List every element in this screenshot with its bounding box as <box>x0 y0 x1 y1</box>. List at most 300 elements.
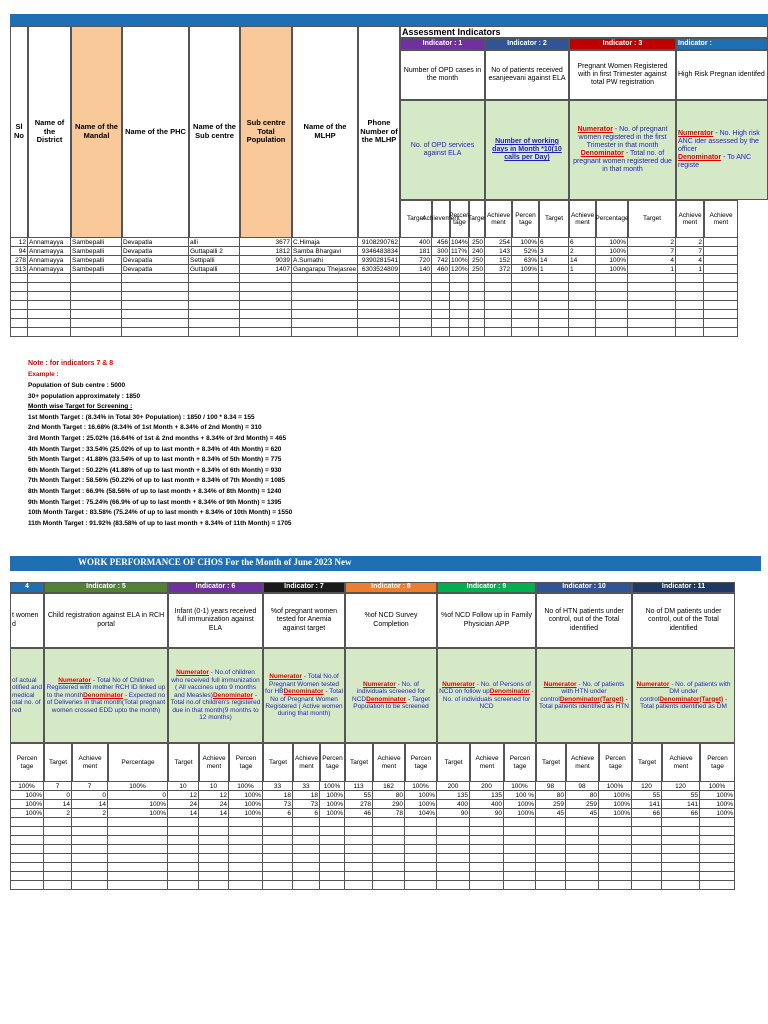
bottom-empty-cell <box>405 845 437 854</box>
bottom-empty-cell <box>229 863 263 872</box>
top-empty-cell <box>539 283 569 292</box>
top-empty-cell <box>28 274 71 283</box>
subheader-target: Target <box>539 200 569 238</box>
bottom-subheader-target: Target <box>632 743 662 782</box>
top-empty-cell <box>189 310 240 319</box>
bottom-empty-cell <box>44 836 72 845</box>
top-row-2-cell: 63% <box>512 256 539 265</box>
bottom-empty-cell <box>320 836 345 845</box>
top-empty-cell <box>358 319 400 328</box>
note-line: 10th Month Target : 83.58% (75.24% of up to last month + 8.34% of 10th Month) = 1550 <box>28 509 293 517</box>
top-empty-cell <box>432 319 450 328</box>
top-empty-cell <box>122 283 189 292</box>
top-empty-cell <box>450 274 469 283</box>
top-empty-cell <box>189 328 240 337</box>
bottom-subheader-perc_short: Percen tage <box>10 743 44 782</box>
top-row-1-cell: Devapatla <box>122 247 189 256</box>
bottom-empty-cell <box>10 854 44 863</box>
bottom-empty-cell <box>566 872 599 881</box>
bottom-row-0-cell: 100% <box>108 782 168 791</box>
top-empty-cell <box>469 328 485 337</box>
bottom-empty-cell <box>566 881 599 890</box>
formula-num-text: - Total No of Children Registered with mother RCH ID linked up to the month <box>46 676 166 699</box>
top-empty-cell <box>400 301 432 310</box>
top-empty-cell <box>704 265 738 274</box>
col-population: Sub centre Total Population <box>240 26 292 238</box>
top-row-0-cell: 254 <box>485 238 512 247</box>
top-empty-cell <box>704 274 738 283</box>
bottom-empty-cell <box>229 818 263 827</box>
subheader-target: Target <box>628 200 676 238</box>
top-empty-cell <box>432 310 450 319</box>
bottom-subheader-achieve_split: Achieve ment <box>293 743 320 782</box>
top-empty-cell <box>240 274 292 283</box>
bottom-row-2-cell: 100% <box>504 800 536 809</box>
top-row-3-cell: Sambepalli <box>71 265 122 274</box>
bottom-empty-cell <box>437 827 470 836</box>
bottom-empty-cell <box>632 854 662 863</box>
bottom-row-2-cell: 73 <box>263 800 293 809</box>
bottom-empty-cell <box>10 872 44 881</box>
bottom-empty-cell <box>632 863 662 872</box>
indicator-3-numerator-text: - No. of pregnant women registered in the first Trimester in that month <box>578 125 668 149</box>
bottom-row-2-cell: 14 <box>44 800 72 809</box>
top-row-3-cell: 372 <box>485 265 512 274</box>
top-empty-cell <box>450 310 469 319</box>
top-empty-cell <box>704 328 738 337</box>
bottom-row-0-cell: 100% <box>599 782 632 791</box>
top-empty-cell <box>676 292 704 301</box>
top-left-border <box>10 238 11 337</box>
top-empty-cell <box>485 274 512 283</box>
top-row-1-cell: 3 <box>539 247 569 256</box>
top-row-2-cell: A.Sumathi <box>292 256 358 265</box>
bottom-row-3-cell: 45 <box>566 809 599 818</box>
bottom-empty-cell <box>44 818 72 827</box>
top-empty-cell <box>704 283 738 292</box>
bottom-row-1-cell: 18 <box>263 791 293 800</box>
top-row-3-cell: Devapatla <box>122 265 189 274</box>
bottom-row-3-cell: 46 <box>345 809 373 818</box>
bottom-empty-cell <box>632 818 662 827</box>
formula-den-text: - Target Population to be screened <box>353 695 430 710</box>
top-empty-cell <box>596 283 628 292</box>
indicator-1-label: Indicator : 1 <box>400 38 485 50</box>
bottom-row-1-cell: 55 <box>345 791 373 800</box>
bottom-row-0-cell: 200 <box>437 782 470 791</box>
top-empty-cell <box>539 328 569 337</box>
bottom-empty-cell <box>320 854 345 863</box>
bottom-empty-cell <box>373 845 405 854</box>
bottom-row-0-cell: 100% <box>700 782 735 791</box>
bottom-empty-cell <box>229 845 263 854</box>
bottom-row-2-cell: 24 <box>199 800 229 809</box>
bottom-empty-cell <box>72 863 108 872</box>
bottom-empty-cell <box>293 827 320 836</box>
top-row-0-cell: 3677 <box>240 238 292 247</box>
bottom-row-0-cell: 98 <box>566 782 599 791</box>
top-empty-cell <box>292 319 358 328</box>
top-row-1-cell: Annamayya <box>28 247 71 256</box>
bottom-row-3-cell: 104% <box>405 809 437 818</box>
bottom-empty-cell <box>700 818 735 827</box>
bottom-indicator-label: Indicator : 6 <box>168 582 263 593</box>
bottom-empty-cell <box>599 827 632 836</box>
bottom-empty-cell <box>293 863 320 872</box>
bottom-indicator-desc: No of HTN patients under control, out of the Total identified <box>536 593 632 648</box>
top-row-3-cell: Guttapalli <box>189 265 240 274</box>
bottom-empty-cell <box>108 827 168 836</box>
top-empty-cell <box>704 238 738 247</box>
bottom-subheader-perc_short: Percen tage <box>700 743 735 782</box>
top-row-1-cell: 1812 <box>240 247 292 256</box>
top-row-3-cell: 140 <box>400 265 432 274</box>
bottom-empty-cell <box>168 881 199 890</box>
top-empty-cell <box>71 301 122 310</box>
top-empty-cell <box>10 319 28 328</box>
bottom-row-2-cell: 100% <box>320 800 345 809</box>
bottom-row-0-cell: 120 <box>662 782 700 791</box>
bottom-empty-cell <box>373 854 405 863</box>
bottom-empty-cell <box>373 818 405 827</box>
bottom-row-1-cell: 135 <box>470 791 504 800</box>
bottom-empty-cell <box>662 881 700 890</box>
top-empty-cell <box>569 328 596 337</box>
bottom-row-0-cell: 120 <box>632 782 662 791</box>
bottom-empty-cell <box>345 854 373 863</box>
col-phone: Phone Number of the MLHP <box>358 26 400 238</box>
top-row-2-cell: 9390281541 <box>358 256 400 265</box>
top-empty-cell <box>596 319 628 328</box>
top-empty-cell <box>450 328 469 337</box>
top-row-2-cell: 278 <box>10 256 28 265</box>
top-empty-cell <box>485 328 512 337</box>
bottom-indicator-desc: %of pregnant women tested for Anemia against target <box>263 593 345 648</box>
bottom-row-3-cell: 14 <box>168 809 199 818</box>
note-line: 30+ population approximately : 1850 <box>28 392 141 400</box>
top-row-2-cell: 720 <box>400 256 432 265</box>
bottom-empty-cell <box>536 881 566 890</box>
bottom-empty-cell <box>437 845 470 854</box>
top-empty-cell <box>292 328 358 337</box>
note-line: 4th Month Target : 33.54% (25.02% of up to last month + 8.34% of 4th Month) = 620 <box>28 445 282 453</box>
top-row-2-cell: 742 <box>432 256 450 265</box>
indicator-4-denominator-text: - To ANC registe <box>678 154 751 170</box>
top-row-0-cell: C.Himaja <box>292 238 358 247</box>
top-empty-cell <box>10 283 28 292</box>
bottom-indicator-formula <box>437 648 536 743</box>
top-row-0-cell: 2 <box>676 238 704 247</box>
bottom-empty-cell <box>599 863 632 872</box>
bottom-subheader-achieve_split: Achieve ment <box>199 743 229 782</box>
bottom-empty-cell <box>536 836 566 845</box>
formula-text <box>347 681 435 711</box>
top-empty-cell <box>358 301 400 310</box>
bottom-row-3-cell: 45 <box>536 809 566 818</box>
top-empty-cell <box>10 292 28 301</box>
bottom-empty-cell <box>536 854 566 863</box>
bottom-indicator-formula <box>263 648 345 743</box>
bottom-row-0-cell: 162 <box>373 782 405 791</box>
bottom-subheader-perc_short: Percen tage <box>229 743 263 782</box>
bottom-row-3-cell: 90 <box>437 809 470 818</box>
bottom-subheader-percentage: Percentage <box>108 743 168 782</box>
bottom-empty-cell <box>345 872 373 881</box>
bottom-empty-cell <box>536 872 566 881</box>
bottom-subheader-perc_short: Percen tage <box>405 743 437 782</box>
bottom-empty-cell <box>373 863 405 872</box>
bottom-empty-cell <box>263 827 293 836</box>
bottom-row-0-cell: 33 <box>263 782 293 791</box>
bottom-subheader-target: Target <box>536 743 566 782</box>
top-empty-cell <box>628 283 676 292</box>
bottom-subheader-perc_short: Percen tage <box>504 743 536 782</box>
top-row-1-cell: 181 <box>400 247 432 256</box>
top-empty-cell <box>512 328 539 337</box>
formula-num-text: - No. of Persons of NCD on follow up <box>439 680 531 696</box>
bottom-empty-cell <box>44 881 72 890</box>
bottom-empty-cell <box>405 827 437 836</box>
bottom-left-border <box>10 782 11 890</box>
top-row-2-cell: Sambepalli <box>71 256 122 265</box>
bottom-row-2-cell: 278 <box>345 800 373 809</box>
bottom-empty-cell <box>108 872 168 881</box>
bottom-empty-cell <box>437 818 470 827</box>
bottom-empty-cell <box>470 845 504 854</box>
bottom-empty-cell <box>536 863 566 872</box>
bottom-empty-cell <box>10 863 44 872</box>
formula-text <box>634 681 733 711</box>
formula-den-label: Denominator <box>366 695 407 703</box>
top-empty-cell <box>450 283 469 292</box>
bottom-empty-cell <box>108 881 168 890</box>
bottom-empty-cell <box>199 881 229 890</box>
bottom-empty-cell <box>437 872 470 881</box>
bottom-subheader-perc_short: Percen tage <box>320 743 345 782</box>
top-empty-cell <box>512 292 539 301</box>
bottom-empty-cell <box>108 836 168 845</box>
bottom-empty-cell <box>437 863 470 872</box>
bottom-row-0-cell: 100% <box>10 782 44 791</box>
bottom-empty-cell <box>470 863 504 872</box>
bottom-empty-cell <box>108 854 168 863</box>
top-row-1-cell: Samba Bhargavi <box>292 247 358 256</box>
formula-num-label: Numerator <box>363 680 396 688</box>
bottom-empty-cell <box>504 818 536 827</box>
bottom-empty-cell <box>320 872 345 881</box>
formula-num-label: Numerator <box>543 680 577 688</box>
indicator-4-denominator-label: Denominator <box>678 154 722 162</box>
top-empty-cell <box>628 328 676 337</box>
top-empty-cell <box>400 292 432 301</box>
bottom-row-1-cell: 0 <box>44 791 72 800</box>
top-row-3-cell: 313 <box>10 265 28 274</box>
formula-num-label: Numerator <box>636 680 670 688</box>
bottom-empty-cell <box>108 845 168 854</box>
bottom-empty-cell <box>662 827 700 836</box>
bottom-indicator-formula: of actual otified and medical otal no. of red <box>10 648 44 743</box>
bottom-subheader-target: Target <box>44 743 72 782</box>
bottom-row-2-cell: 100% <box>10 800 44 809</box>
top-row-3-cell: 250 <box>469 265 485 274</box>
bottom-empty-cell <box>437 881 470 890</box>
top-empty-cell <box>10 301 28 310</box>
bottom-row-3-cell: 2 <box>72 809 108 818</box>
bottom-row-1-cell: 100% <box>599 791 632 800</box>
top-empty-cell <box>628 274 676 283</box>
note-line: 8th Month Target : 66.9% (58.56% of up to last month + 8.34% of 8th Month) = 1240 <box>28 488 282 495</box>
bottom-empty-cell <box>345 881 373 890</box>
top-empty-cell <box>28 283 71 292</box>
top-empty-cell <box>122 310 189 319</box>
bottom-empty-cell <box>632 836 662 845</box>
bottom-empty-cell <box>662 818 700 827</box>
indicator-2-label: Indicator : 2 <box>485 38 569 50</box>
top-row-3-cell: Gangarapu Thejasree <box>293 266 357 273</box>
bottom-empty-cell <box>345 836 373 845</box>
subheader-achieve_split: Achieve ment <box>704 200 738 238</box>
bottom-empty-cell <box>373 872 405 881</box>
top-row-1-cell: 94 <box>10 247 28 256</box>
top-row-3-cell: 100% <box>596 265 628 274</box>
bottom-empty-cell <box>199 845 229 854</box>
formula-den-label: Denominator(Target) <box>559 695 624 703</box>
top-empty-cell <box>539 292 569 301</box>
top-empty-cell <box>71 292 122 301</box>
col-subcentre: Name of the Sub centre <box>189 26 240 238</box>
bottom-empty-cell <box>700 881 735 890</box>
bottom-indicator-formula <box>168 648 263 743</box>
top-row-0-cell: 12 <box>10 238 28 247</box>
note-example: Example : <box>28 371 59 378</box>
bottom-empty-cell <box>700 863 735 872</box>
bottom-subheader-achieve_split: Achieve ment <box>662 743 700 782</box>
bottom-empty-cell <box>72 827 108 836</box>
indicator-4-numerator-label: Numerator <box>678 129 714 137</box>
top-empty-cell <box>122 292 189 301</box>
bottom-subheader-perc_short: Percen tage <box>599 743 632 782</box>
bottom-row-3-cell: 100% <box>599 809 632 818</box>
bottom-row-2-cell: 100% <box>229 800 263 809</box>
top-row-2-cell: 152 <box>485 256 512 265</box>
bottom-empty-cell <box>405 872 437 881</box>
top-empty-cell <box>189 292 240 301</box>
bottom-subheader-target: Target <box>168 743 199 782</box>
bottom-empty-cell <box>345 863 373 872</box>
bottom-row-3-cell: 90 <box>470 809 504 818</box>
top-empty-cell <box>122 301 189 310</box>
bottom-row-2-cell: 100% <box>405 800 437 809</box>
bottom-subheader-achieve_split: Achieve ment <box>470 743 504 782</box>
bottom-indicator-label: Indicator : 7 <box>263 582 345 593</box>
formula-den-label: Denominator <box>283 688 324 696</box>
top-empty-cell <box>71 328 122 337</box>
top-empty-cell <box>596 310 628 319</box>
top-row-2-cell: Settipalli <box>189 256 240 265</box>
top-empty-cell <box>512 283 539 292</box>
bottom-row-3-cell: 78 <box>373 809 405 818</box>
note-line: 9th Month Target : 75.24% (66.9% of up to last month + 8.34% of 9th Month) = 1395 <box>28 498 282 506</box>
top-empty-cell <box>432 301 450 310</box>
bottom-empty-cell <box>44 854 72 863</box>
top-empty-cell <box>240 319 292 328</box>
bottom-empty-cell <box>405 863 437 872</box>
bottom-empty-cell <box>662 854 700 863</box>
bottom-empty-cell <box>662 872 700 881</box>
indicator-3-denominator-text: - Total no. of pregnant women registered due in that month <box>573 150 672 174</box>
bottom-row-0-cell: 200 <box>470 782 504 791</box>
top-row-1-cell: Sambepalli <box>71 247 122 256</box>
bottom-row-0-cell: 100% <box>320 782 345 791</box>
top-row-3-cell: 109% <box>512 265 539 274</box>
bottom-row-0-cell: 100% <box>405 782 437 791</box>
subheader-achievement: Achievement <box>432 200 450 238</box>
bottom-empty-cell <box>263 836 293 845</box>
bottom-row-1-cell: 100% <box>320 791 345 800</box>
bottom-empty-cell <box>504 836 536 845</box>
bottom-row-2-cell: 100% <box>599 800 632 809</box>
bottom-row-0-cell: 10 <box>168 782 199 791</box>
top-row-2-cell: 4 <box>628 256 676 265</box>
bottom-row-2-cell: 141 <box>632 800 662 809</box>
formula-den-label: Denominator <box>83 691 124 699</box>
bottom-row-3-cell: 2 <box>44 809 72 818</box>
top-row-2-cell: 14 <box>569 256 596 265</box>
top-row-2-cell: 4 <box>676 256 704 265</box>
work-performance-title: WORK PERFORMANCE OF CHOS For the Month of June 2023 New <box>78 557 352 567</box>
bottom-empty-cell <box>199 818 229 827</box>
top-empty-cell <box>539 310 569 319</box>
note-line: 11th Month Target : 91.92% (83.58% of up to last month + 8.34% of 11th Month) = 1705 <box>28 519 292 527</box>
top-empty-cell <box>28 310 71 319</box>
bottom-indicator-label: 4 <box>10 582 44 593</box>
bottom-row-1-cell: 0 <box>72 791 108 800</box>
assessment-title: Assessment Indicators <box>400 26 768 38</box>
top-empty-cell <box>512 319 539 328</box>
top-empty-cell <box>240 328 292 337</box>
top-empty-cell <box>676 274 704 283</box>
bottom-empty-cell <box>293 881 320 890</box>
note-line: 5th Month Target : 41.88% (33.54% of up to last month + 8.34% of 5th Month) = 775 <box>28 456 282 464</box>
bottom-empty-cell <box>229 881 263 890</box>
bottom-empty-cell <box>599 845 632 854</box>
indicator-1-formula: No. of OPD services against ELA <box>400 100 485 200</box>
top-empty-cell <box>596 274 628 283</box>
bottom-row-1-cell: 100% <box>229 791 263 800</box>
bottom-empty-cell <box>632 872 662 881</box>
bottom-row-1-cell: 55 <box>632 791 662 800</box>
top-empty-cell <box>469 274 485 283</box>
bottom-row-1-cell: 0 <box>108 791 168 800</box>
bottom-row-3-cell: 6 <box>293 809 320 818</box>
bottom-empty-cell <box>599 818 632 827</box>
formula-den-label: Denominator(Target) <box>659 695 724 703</box>
bottom-empty-cell <box>72 872 108 881</box>
bottom-indicator-formula <box>345 648 437 743</box>
bottom-empty-cell <box>44 827 72 836</box>
bottom-row-0-cell: 33 <box>293 782 320 791</box>
top-empty-cell <box>539 319 569 328</box>
bottom-empty-cell <box>199 827 229 836</box>
top-empty-cell <box>292 301 358 310</box>
top-row-1-cell: 52% <box>512 247 539 256</box>
bottom-empty-cell <box>700 872 735 881</box>
bottom-row-1-cell: 100% <box>10 791 44 800</box>
bottom-row-2-cell: 290 <box>373 800 405 809</box>
bottom-empty-cell <box>470 836 504 845</box>
col-mlhp: Name of the MLHP <box>292 26 358 238</box>
top-empty-cell <box>485 310 512 319</box>
